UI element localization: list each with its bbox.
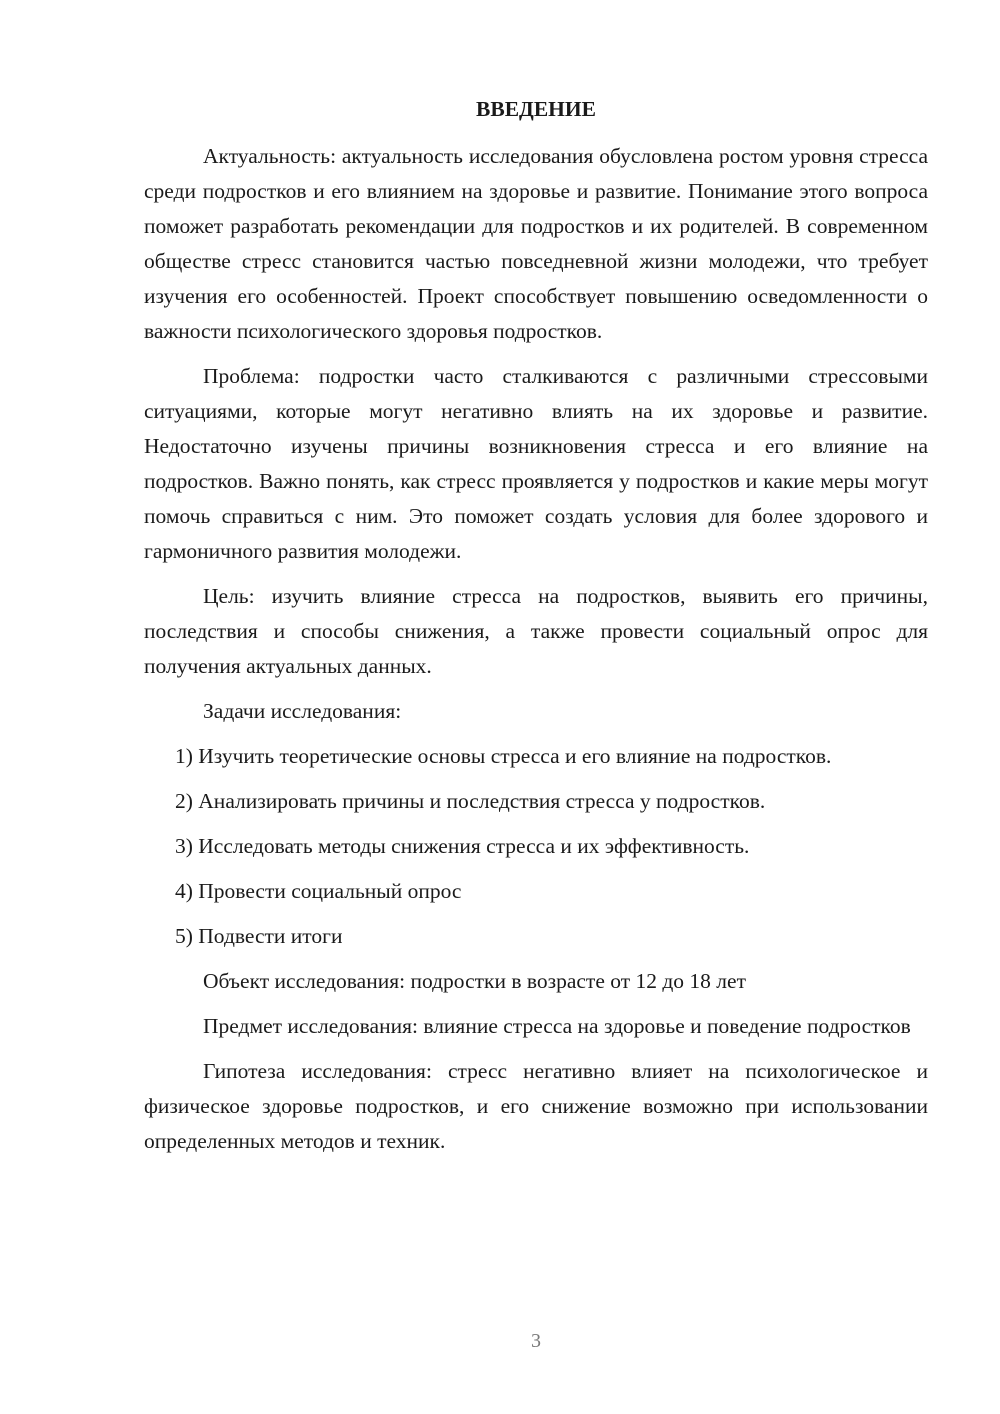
page-number: 3 [531,1330,541,1352]
hypothesis-paragraph: Гипотеза исследования: стресс негативно влияет на психологическое и физическое здоровье подростков, и его снижение возможно при использовании определенных методов и техник. [144,1059,928,1153]
object-line: Объект исследования: подростки в возрасте от 12 до 18 лет [203,969,746,993]
page-title: ВВЕДЕНИЕ [476,97,596,121]
tasks-heading: Задачи исследования: [203,699,402,723]
list-item: 5) Подвести итоги [175,924,343,948]
relevance-paragraph: Актуальность: актуальность исследования обусловлена ростом уровня стресса среди подростков и его влиянием на здоровье и развитие. Понимание этого вопроса поможет разработать рекомендации для подростков и их родителей. В современном обществе стресс становится частью повседневной жизни молодежи, что требует изучения его особенностей. Проект способствует повышению осведомленности о важности психологического здоровья подростков. [144,144,928,343]
list-item: 2) Анализировать причины и последствия стресса у подростков. [175,789,766,813]
list-item: 1) Изучить теоретические основы стресса и его влияние на подростков. [175,744,832,768]
document-page [144,92,928,1169]
list-item: 4) Провести социальный опрос [175,879,462,903]
list-item: 3) Исследовать методы снижения стресса и их эффективность. [175,834,750,858]
goal-paragraph: Цель: изучить влияние стресса на подростков, выявить его причины, последствия и способы снижения, а также провести социальный опрос для получения актуальных данных. [144,584,928,678]
tasks-list [144,739,928,954]
problem-paragraph: Проблема: подростки часто сталкиваются с различными стрессовыми ситуациями, которые могут негативно влиять на их здоровье и развитие. Недостаточно изучены причины возникновения стресса и его влияние на подростков. Важно понять, как стресс проявляется у подростков и какие меры могут помочь справиться с ним. Это поможет создать условия для более здорового и гармоничного развития молодежи. [144,364,928,563]
subject-paragraph: Предмет исследования: влияние стресса на здоровье и поведение подростков [203,1014,911,1038]
